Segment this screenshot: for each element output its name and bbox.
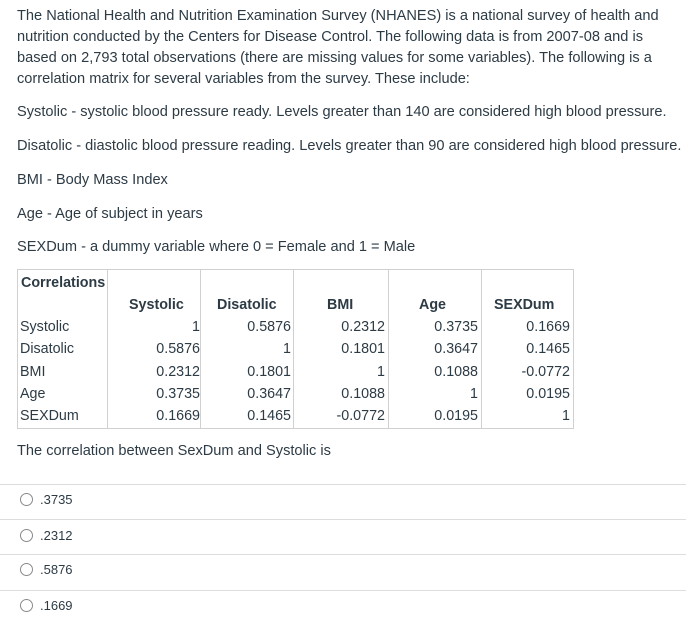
answer-divider — [0, 484, 686, 485]
column-header-bmi: BMI — [327, 297, 354, 313]
table-divider — [481, 269, 482, 429]
definition-age: Age - Age of subject in years — [17, 206, 203, 222]
answer-option-2[interactable] — [20, 523, 73, 547]
question-text: The correlation between SexDum and Systolic is — [17, 443, 331, 459]
table-cell: 0.5876 — [156, 341, 200, 357]
row-label-age: Age — [20, 386, 46, 402]
table-cell: 0.1801 — [341, 341, 385, 357]
row-label-systolic: Systolic — [20, 319, 70, 335]
table-cell: 0.0195 — [526, 386, 570, 402]
answer-divider — [0, 554, 686, 555]
row-label-bmi: BMI — [20, 364, 46, 380]
table-cell: 1 — [283, 341, 291, 357]
column-header-age: Age — [419, 297, 447, 313]
table-cell: 0.3647 — [434, 341, 478, 357]
radio-button[interactable] — [20, 493, 33, 506]
answer-label: .5876 — [40, 561, 73, 577]
answer-option-3[interactable] — [20, 557, 73, 581]
table-cell: -0.0772 — [336, 408, 385, 424]
radio-button[interactable] — [20, 563, 33, 576]
table-cell: 1 — [192, 319, 200, 335]
table-cell: -0.0772 — [521, 364, 570, 380]
answer-label: .2312 — [40, 527, 73, 543]
table-cell: 1 — [562, 408, 570, 424]
table-border-top — [17, 269, 574, 270]
table-border-left — [17, 269, 18, 429]
definition-bmi: BMI - Body Mass Index — [17, 172, 168, 188]
column-header-systolic: Systolic — [129, 297, 184, 313]
table-cell: 0.3735 — [156, 386, 200, 402]
table-border-right — [573, 269, 574, 429]
table-divider — [200, 269, 201, 429]
table-cell: 0.1465 — [247, 408, 291, 424]
answer-divider — [0, 590, 686, 591]
table-cell: 0.5876 — [247, 319, 291, 335]
table-divider — [293, 269, 294, 429]
definition-sexdum: SEXDum - a dummy variable where 0 = Female and 1 = Male — [17, 239, 416, 255]
definition-disatolic: Disatolic - diastolic blood pressure reading. Levels greater than 90 are considered high blood pressure. — [17, 138, 682, 154]
radio-button[interactable] — [20, 529, 33, 542]
table-cell: 0.1669 — [526, 319, 570, 335]
intro-paragraph: The National Health and Nutrition Examination Survey (NHANES) is a national survey of health and nutrition conducted by the Centers for Disease Control. The following data is from 2007-08 and is based on 2,793 total observations (there are missing values for some variables). The following is a correlation matrix for several variables from the survey. These include: — [17, 8, 659, 87]
table-divider — [107, 269, 108, 429]
table-title: Correlations — [21, 275, 106, 291]
table-cell: 0.1088 — [434, 364, 478, 380]
definition-systolic: Systolic - systolic blood pressure ready. Levels greater than 140 are considered high blood pressure. — [17, 104, 667, 120]
correlation-table — [17, 269, 574, 429]
radio-button[interactable] — [20, 599, 33, 612]
table-cell: 0.1465 — [526, 341, 570, 357]
table-cell: 0.2312 — [341, 319, 385, 335]
table-border-bottom — [17, 428, 574, 429]
table-divider — [388, 269, 389, 429]
table-cell: 0.0195 — [434, 408, 478, 424]
answer-label: .3735 — [40, 491, 73, 507]
answer-option-1[interactable] — [20, 487, 73, 511]
table-cell: 1 — [377, 364, 385, 380]
table-cell: 1 — [470, 386, 478, 402]
column-header-sexdum: SEXDum — [494, 297, 555, 313]
answer-divider — [0, 519, 686, 520]
answer-option-4[interactable] — [20, 593, 73, 617]
table-cell: 0.2312 — [156, 364, 200, 380]
column-header-disatolic: Disatolic — [217, 297, 277, 313]
table-cell: 0.3735 — [434, 319, 478, 335]
table-cell: 0.3647 — [247, 386, 291, 402]
table-cell: 0.1669 — [156, 408, 200, 424]
table-cell: 0.1801 — [247, 364, 291, 380]
answer-label: .1669 — [40, 597, 73, 613]
row-label-disatolic: Disatolic — [20, 341, 75, 357]
row-label-sexdum: SEXDum — [20, 408, 79, 424]
table-cell: 0.1088 — [341, 386, 385, 402]
